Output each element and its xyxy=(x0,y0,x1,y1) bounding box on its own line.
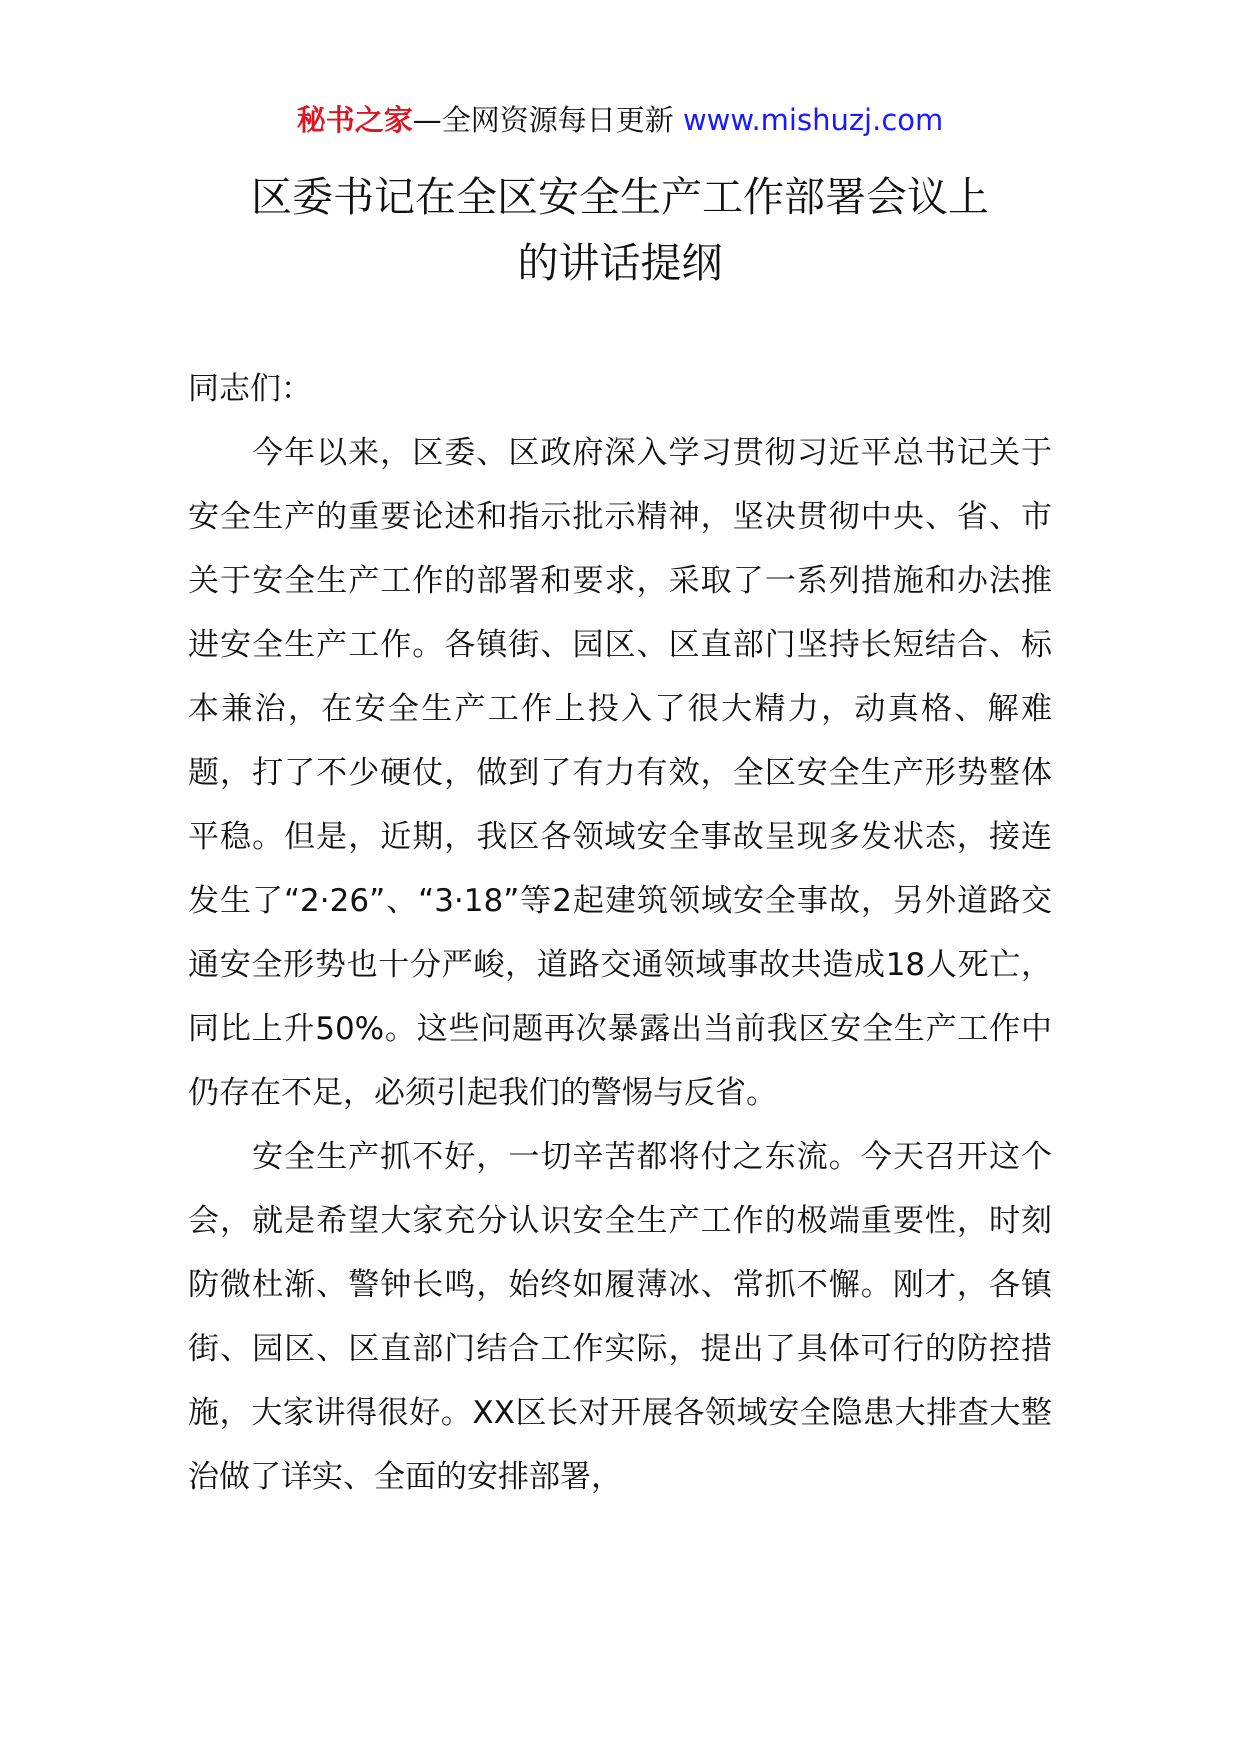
document-title-line-2: 的讲话提纲 xyxy=(517,239,723,287)
body-paragraph-1: 今年以来，区委、区政府深入学习贯彻习近平总书记关于安全生产的重要论述和指示批示精神，坚决贯彻中央、省、市关于安全生产工作的部署和要求，采取了一系列措施和办法推进安全生产工作。各镇街、园区、区直部门坚持长短结合、标本兼治，在安全生产工作上投入了很大精力，动真格、解难题，打了不少硬仗，做到了有力有效，全区安全生产形势整体平稳。但是，近期，我区各领域安全事故呈现多发状态，接连发生了“2·26”、“3·18”等2起建筑领域安全事故，另外道路交通安全形势也十分严峻，道路交通领域事故共造成18人死亡，同比上升50%。这些问题再次暴露出当前我区安全生产工作中仍存在不足，必须引起我们的警惕与反省。 xyxy=(188,435,1052,1111)
document-body xyxy=(188,357,1052,1509)
site-header xyxy=(0,100,1240,140)
site-slogan: —全网资源每日更新 xyxy=(412,103,683,137)
document-title-line-1: 区委书记在全区安全生产工作部署会议上 xyxy=(251,173,989,221)
site-name: 秘书之家 xyxy=(296,103,413,137)
body-paragraph-2: 安全生产抓不好，一切辛苦都将付之东流。今天召开这个会，就是希望大家充分认识安全生产工作的极端重要性，时刻防微杜渐、警钟长鸣，始终如履薄冰、常抓不懈。刚才，各镇街、园区、区直部门结合工作实际，提出了具体可行的防控措施，大家讲得很好。XX区长对开展各领域安全隐患大排查大整治做了详实、全面的安排部署， xyxy=(188,1139,1052,1495)
document-title xyxy=(150,164,1090,296)
site-url-link[interactable]: www.mishuzj.com xyxy=(682,103,944,137)
salutation: 同志们： xyxy=(188,371,312,407)
